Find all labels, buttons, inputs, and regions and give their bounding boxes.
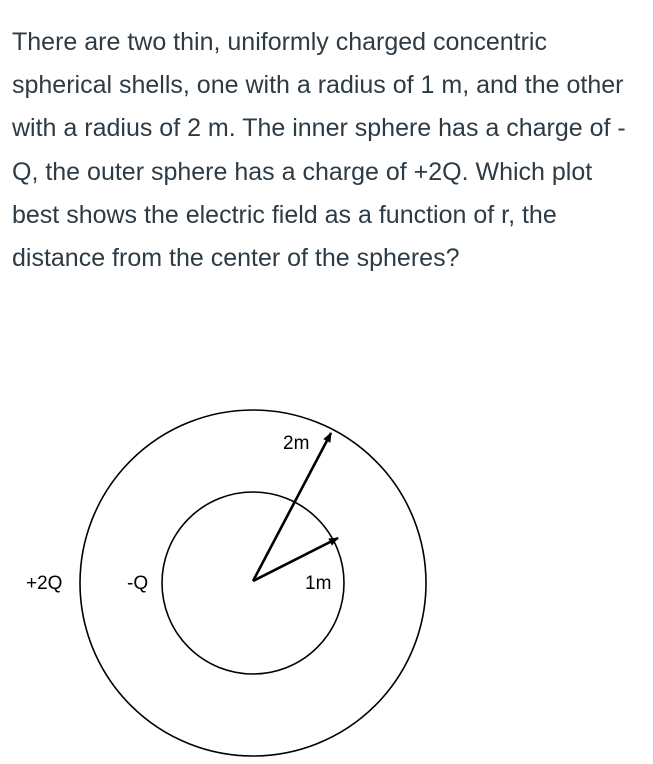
inner-charge-label: -Q — [127, 573, 149, 594]
outer-radius-arrow — [253, 433, 331, 581]
outer-charge-label: +2Q — [26, 573, 63, 594]
question-text: There are two thin, uniformly charged concentric spherical shells, one with a radius of 1 m, and the other with a radius of 2 m. The inner sphere has a charge of -Q, the outer sphere has a charge of +2Q. Which plot best shows the electric field as a function of r, the distance from the center of the spheres? — [12, 28, 626, 273]
inner-radius-label: 1m — [305, 573, 332, 594]
outer-radius-label: 2m — [283, 433, 310, 454]
